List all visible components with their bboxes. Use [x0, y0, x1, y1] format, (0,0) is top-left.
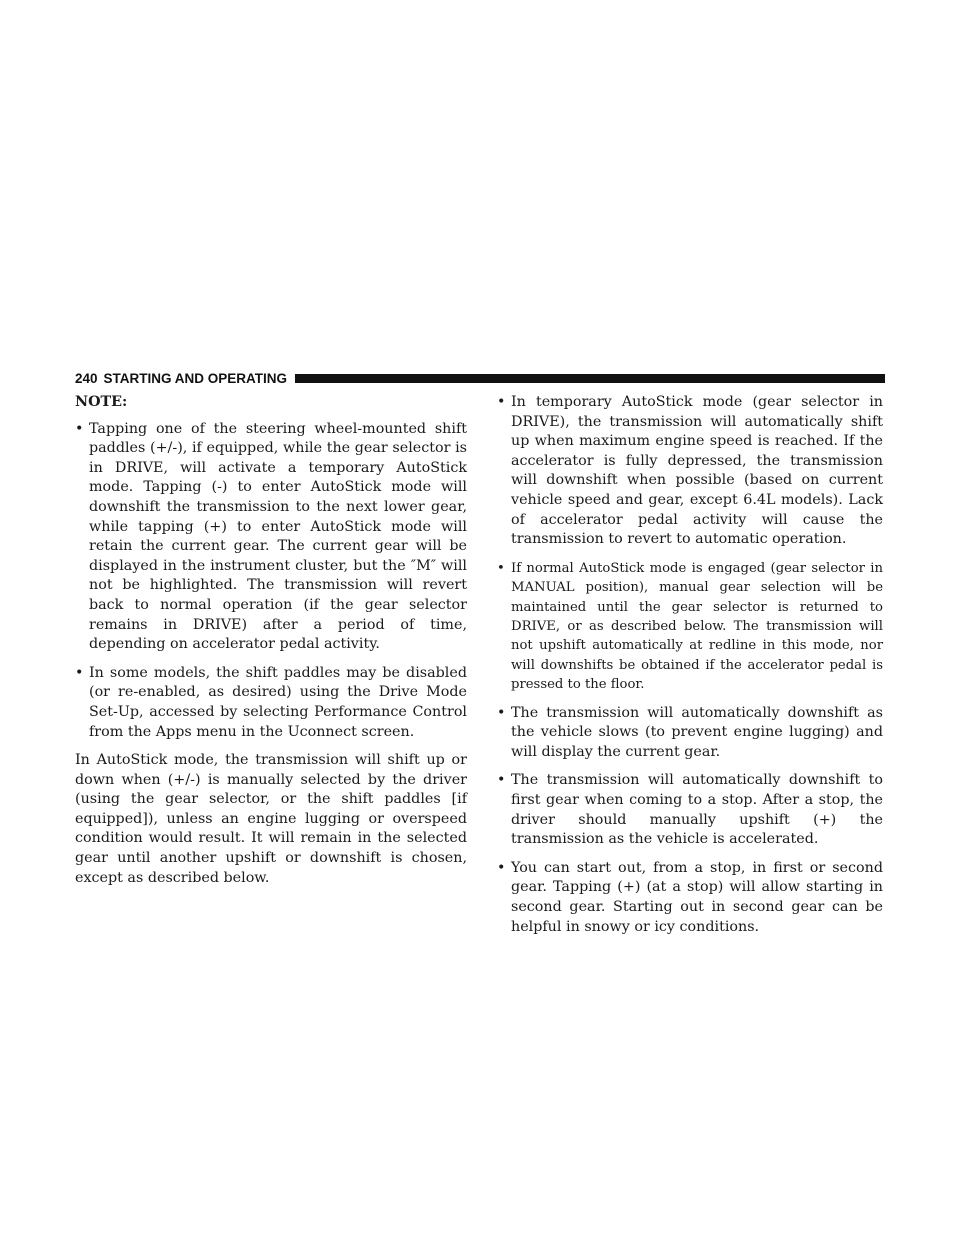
- bullet-text: You can start out, from a stop, in first or second gear. Tapping (+) (at a stop) will allow starting in second gear. Starting out in second gear can be helpful in snowy or icy conditions.: [511, 859, 883, 935]
- page-header: [75, 369, 885, 387]
- bullet-text: If normal AutoStick mode is engaged (gear selector in MANUAL position), manual gear selection will be maintained until the gear selector is returned to DRIVE, or as described below. The transmission will not upshift automatically at redline in this mode, nor will downshifts be obtained if the accelerator pedal is pressed to the floor.: [511, 560, 883, 693]
- header-rule: [295, 374, 885, 383]
- right-column: [497, 393, 883, 946]
- bullet-icon: •: [75, 420, 84, 437]
- list-item: [497, 771, 883, 849]
- autostick-paragraph: In AutoStick mode, the transmission will shift up or down when (+/-) is manually selected by the driver (using the gear selector, or the shift paddles [if equipped]), unless an engine lugging or overspeed condition would result. It will remain in the selected gear until another upshift or downshift is chosen, except as described below.: [75, 752, 467, 886]
- list-item: [497, 393, 883, 550]
- bullet-text: Tapping one of the steering wheel-mounted shift paddles (+/-), if equipped, while the gear selector is in DRIVE, will activate a temporary AutoStick mode. Tapping (-) to enter AutoStick mode will downshift the transmission to the next lower gear, while tapping (+) to enter AutoStick mode will retain the current gear. The current gear will be displayed in the instrument cluster, but the ″M″ will not be highlighted. The transmission will revert back to normal operation (if the gear selector remains in DRIVE) after a period of time, depending on accelerator pedal activity.: [89, 420, 467, 653]
- bullet-text: In some models, the shift paddles may be disabled (or re-enabled, as desired) using the Drive Mode Set-Up, accessed by selecting Performance Control from the Apps menu in the Uconnect screen.: [89, 664, 467, 740]
- list-item: [75, 664, 467, 742]
- list-item: [497, 859, 883, 937]
- list-item: [497, 559, 883, 695]
- bullet-text: The transmission will automatically downshift as the vehicle slows (to prevent engine lugging) and will display the current gear.: [511, 704, 883, 760]
- bullet-icon: •: [497, 859, 506, 876]
- list-item: [75, 420, 467, 655]
- bullet-icon: •: [497, 394, 506, 410]
- bullet-icon: •: [497, 704, 506, 721]
- note-bullet-list: [75, 420, 467, 743]
- left-column: [75, 393, 467, 888]
- bullet-text: In temporary AutoStick mode (gear selector in DRIVE), the transmission will automatically shift up when maximum engine speed is reached. If the accelerator is fully depressed, the transmission will downshift when possible (based on current vehicle speed and gear, except 6.4L models). Lack of accelerator pedal activity will cause the transmission to revert to automatic operation.: [511, 394, 883, 548]
- note-heading: NOTE:: [75, 394, 128, 410]
- autostick-bullet-list: [497, 393, 883, 937]
- bullet-icon: •: [497, 560, 505, 576]
- page-number: 240: [75, 370, 98, 386]
- section-title: STARTING AND OPERATING: [103, 370, 288, 386]
- list-item: [497, 704, 883, 763]
- bullet-text: The transmission will automatically downshift to first gear when coming to a stop. After a stop, the driver should manually upshift (+) the transmission as the vehicle is accelerated.: [511, 772, 883, 848]
- bullet-icon: •: [497, 772, 506, 789]
- bullet-icon: •: [75, 664, 84, 681]
